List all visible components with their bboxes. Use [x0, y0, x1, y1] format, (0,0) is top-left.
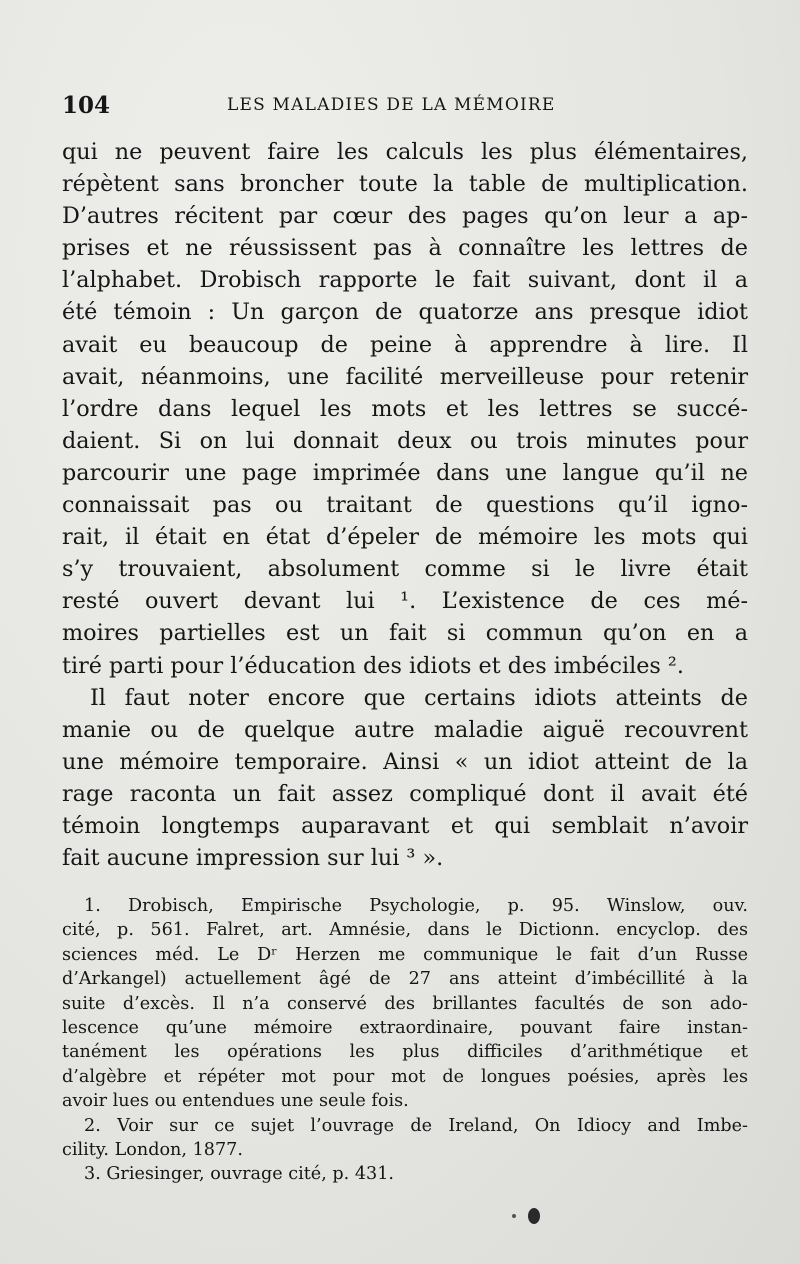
- footnote-line: d’algèbre et répéter mot pour mot de longues poésies, après les: [62, 1066, 748, 1087]
- body-line: une mémoire temporaire. Ainsi « un idiot atteint de la: [62, 748, 748, 775]
- footnote-line: 1. Drobisch, Empirische Psychologie, p. 95. Winslow, ouv.: [84, 896, 748, 916]
- body-line: moires partielles est un fait si commun qu’on en a: [62, 620, 748, 647]
- footnote-line: tanément les opérations les plus difficiles d’arithmétique et: [62, 1042, 748, 1063]
- page-header: [62, 92, 748, 122]
- ink-speck: [512, 1214, 516, 1218]
- footnotes: [62, 894, 748, 1187]
- footnote-line: lescence qu’une mémoire extraordinaire, pouvant faire instan-: [62, 1017, 748, 1038]
- footnote-line: 2. Voir sur ce sujet l’ouvrage de Ireland, On Idiocy and Imbe-: [84, 1115, 748, 1136]
- body-line: connaissait pas ou traitant de questions qu’il igno-: [62, 492, 748, 519]
- body-line: qui ne peuvent faire les calculs les plus élémentaires,: [62, 139, 748, 165]
- body-line: resté ouvert devant lui ¹. L’existence de ces mé-: [62, 588, 748, 615]
- footnote-line: cité, p. 561. Falret, art. Amnésie, dans le Dictionn. encyclop. des: [62, 920, 748, 941]
- body-line: parcourir une page imprimée dans une langue qu’il ne: [62, 459, 748, 486]
- body-line: Il faut noter encore que certains idiots atteints de: [90, 684, 748, 711]
- body-line: été témoin : Un garçon de quatorze ans presque idiot: [62, 299, 748, 326]
- body-line: fait aucune impression sur lui ³ ».: [62, 845, 444, 872]
- body-text: [62, 136, 748, 874]
- body-line: l’alphabet. Drobisch rapporte le fait suivant, dont il a: [62, 267, 748, 294]
- footnote-line: avoir lues ou entendues une seule fois.: [62, 1091, 409, 1112]
- footnote-line: sciences méd. Le Dʳ Herzen me communique le fait d’un Russe: [62, 944, 748, 965]
- body-line: l’ordre dans lequel les mots et les lettres se succé-: [62, 395, 748, 422]
- body-line: D’autres récitent par cœur des pages qu’on leur a ap-: [62, 203, 748, 230]
- footnote-line: 3. Griesinger, ouvrage cité, p. 431.: [84, 1164, 395, 1185]
- ink-blot: [528, 1208, 540, 1224]
- body-line: avait eu beaucoup de peine à apprendre à lire. Il: [62, 331, 748, 358]
- body-line: tiré parti pour l’éducation des idiots et des imbéciles ².: [62, 652, 684, 679]
- body-line: rage raconta un fait assez compliqué dont il avait été: [62, 780, 748, 807]
- body-line: prises et ne réussissent pas à connaître les lettres de: [62, 235, 748, 262]
- body-line: témoin longtemps auparavant et qui semblait n’avoir: [62, 812, 748, 839]
- footnote-line: d’Arkangel) actuellement âgé de 27 ans atteint d’imbécillité à la: [62, 969, 748, 990]
- body-line: manie ou de quelque autre maladie aiguë recouvrent: [62, 716, 748, 743]
- footnote-line: suite d’excès. Il n’a conservé des brillantes facultés de son ado-: [62, 993, 748, 1014]
- body-line: s’y trouvaient, absolument comme si le livre était: [62, 556, 748, 583]
- page-number: 104: [62, 92, 111, 119]
- body-line: daient. Si on lui donnait deux ou trois minutes pour: [62, 427, 748, 454]
- running-title: LES MALADIES DE LA MÉMOIRE: [227, 95, 556, 115]
- footnote-line: cility. London, 1877.: [62, 1139, 243, 1160]
- body-line: rait, il était en état d’épeler de mémoire les mots qui: [62, 524, 748, 551]
- body-line: répètent sans broncher toute la table de multiplication.: [62, 171, 748, 198]
- body-line: avait, néanmoins, une facilité merveilleuse pour retenir: [62, 363, 748, 390]
